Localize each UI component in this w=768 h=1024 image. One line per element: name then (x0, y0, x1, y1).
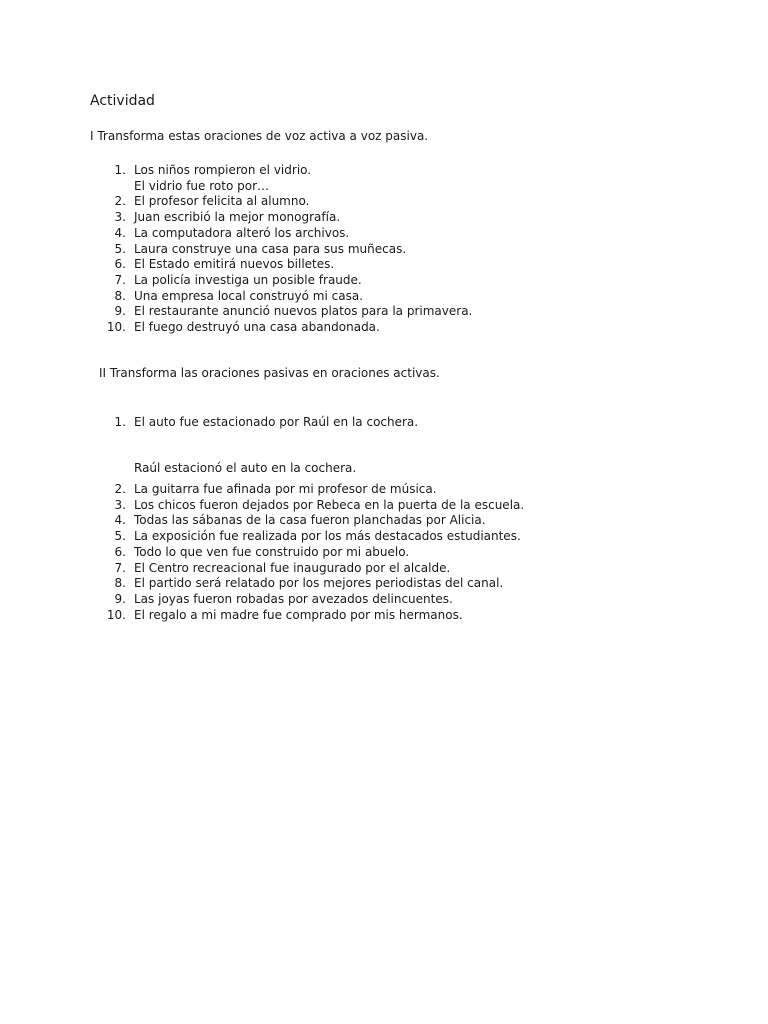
section-2-first-item (90, 415, 418, 431)
list-item (90, 545, 524, 561)
item-text: Una empresa local construyó mi casa. (134, 288, 364, 303)
list-item (90, 194, 472, 210)
item-number: 7. (114, 272, 126, 287)
item-text: El Estado emitirá nuevos billetes. (134, 257, 335, 272)
example-answer: Raúl estacionó el auto en la cochera. (134, 461, 357, 475)
item-text: Todas las sábanas de la casa fueron planchadas por Alicia. (134, 513, 486, 528)
item-text: La exposición fue realizada por los más destacados estudiantes. (134, 529, 521, 544)
list-item (90, 592, 524, 608)
list-item (90, 163, 472, 194)
item-number: 7. (114, 560, 126, 575)
item-number: 3. (114, 210, 126, 225)
list-item (90, 226, 472, 242)
section-1-list (90, 163, 472, 336)
item-text: El profesor felicita al alumno. (134, 194, 310, 209)
item-text: Los chicos fueron dejados por Rebeca en la puerta de la escuela. (134, 497, 525, 512)
list-item (90, 415, 418, 431)
list-item (90, 304, 472, 320)
item-text: Laura construye una casa para sus muñecas. (134, 241, 407, 256)
item-number: 2. (114, 482, 126, 496)
section-1-heading: I Transforma estas oraciones de voz activa a voz pasiva. (90, 129, 429, 143)
item-number: 6. (114, 544, 126, 559)
list-item (90, 608, 524, 624)
list-item (90, 273, 472, 289)
item-text: El regalo a mi madre fue comprado por mis hermanos. (134, 607, 463, 622)
item-number: 10. (106, 607, 126, 622)
item-text: Juan escribió la mejor monografía. (134, 210, 341, 225)
list-item (90, 482, 524, 498)
item-text: Las joyas fueron robadas por avezados delincuentes. (134, 591, 453, 606)
item-text: El auto fue estacionado por Raúl en la cochera. (134, 415, 419, 429)
item-text: Los niños rompieron el vidrio. (134, 163, 312, 177)
list-item (90, 210, 472, 226)
item-number: 1. (114, 163, 126, 177)
item-number: 10. (106, 320, 126, 335)
list-item (90, 242, 472, 258)
item-example: El vidrio fue roto por… (134, 178, 269, 193)
section-2-list (90, 482, 524, 623)
item-number: 9. (114, 304, 126, 319)
list-item (90, 320, 472, 336)
item-number: 8. (114, 288, 126, 303)
section-2-heading: II Transforma las oraciones pasivas en oraciones activas. (99, 366, 440, 380)
item-number: 1. (114, 415, 126, 429)
item-number: 8. (114, 576, 126, 591)
list-item (90, 289, 472, 305)
item-number: 6. (114, 257, 126, 272)
item-number: 3. (114, 497, 126, 512)
page-title: Actividad (90, 93, 155, 109)
item-number: 2. (114, 194, 126, 209)
item-text: Todo lo que ven fue construido por mi abuelo. (134, 544, 410, 559)
item-text: La computadora alteró los archivos. (134, 225, 350, 240)
list-item (90, 257, 472, 273)
list-item (90, 561, 524, 577)
item-text: La guitarra fue afinada por mi profesor de música. (134, 482, 437, 496)
item-number: 4. (114, 225, 126, 240)
list-item (90, 513, 524, 529)
list-item (90, 576, 524, 592)
item-text: El Centro recreacional fue inaugurado por el alcalde. (134, 560, 451, 575)
item-number: 4. (114, 513, 126, 528)
list-item (90, 529, 524, 545)
item-number: 5. (114, 241, 126, 256)
item-number: 9. (114, 591, 126, 606)
item-text: El partido será relatado por los mejores periodistas del canal. (134, 576, 504, 591)
list-item (90, 498, 524, 514)
item-number: 5. (114, 529, 126, 544)
item-text: El fuego destruyó una casa abandonada. (134, 320, 380, 335)
item-text: La policía investiga un posible fraude. (134, 272, 362, 287)
item-text: El restaurante anunció nuevos platos para la primavera. (134, 304, 473, 319)
